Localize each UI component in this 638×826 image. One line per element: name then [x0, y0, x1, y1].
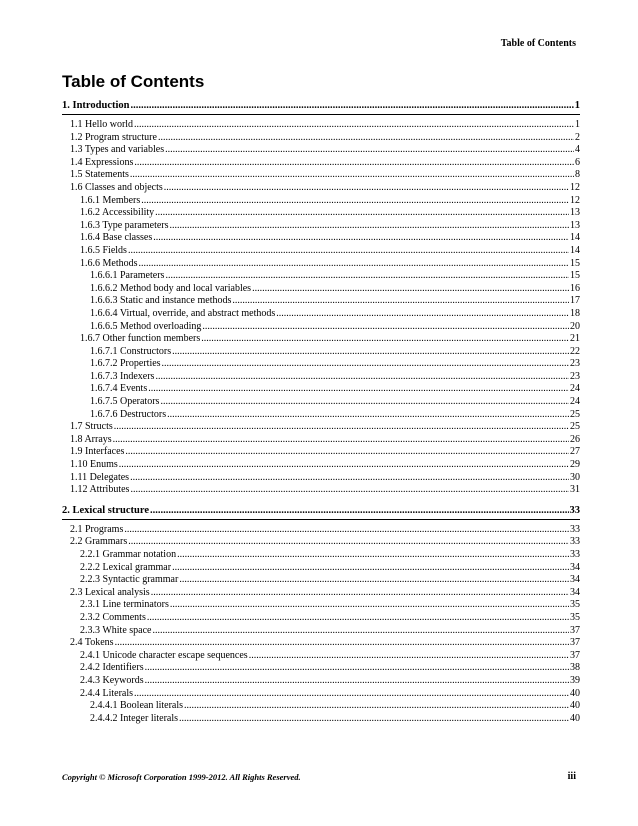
toc-entry-label: 1.1 Hello world: [70, 119, 134, 130]
toc-entry-label: 2.3 Lexical analysis: [70, 586, 150, 598]
toc-entry-page: 12: [570, 194, 580, 206]
dot-leader: [148, 383, 569, 396]
toc-entry[interactable]: [62, 346, 580, 359]
toc-entry-page: 14: [570, 232, 580, 244]
toc-entry-page: 1: [574, 100, 580, 111]
toc-entry-page: 24: [570, 396, 580, 408]
dot-leader: [134, 157, 574, 170]
dot-leader: [147, 612, 569, 625]
toc-entry-page: 38: [570, 662, 580, 674]
dot-leader: [249, 650, 569, 663]
toc-entry[interactable]: [62, 144, 580, 157]
toc-entry[interactable]: [62, 232, 580, 245]
dot-leader: [124, 524, 569, 537]
dot-leader: [170, 220, 569, 233]
toc-entry-page: 37: [570, 624, 580, 636]
dot-leader: [128, 536, 569, 549]
dot-leader: [158, 132, 574, 145]
dot-leader: [130, 472, 569, 485]
toc-entry-page: 6: [575, 156, 580, 168]
toc-entry-page: 26: [570, 433, 580, 445]
toc-entry-page: 34: [570, 586, 580, 598]
dot-leader: [153, 232, 569, 245]
toc-entry-page: 40: [570, 687, 580, 699]
toc-entry-page: 12: [570, 181, 580, 193]
toc-entry-page: 23: [570, 358, 580, 370]
toc-entry-page: 14: [570, 244, 580, 256]
toc-entry-label: 1.6.1 Members: [80, 194, 141, 206]
toc-entry-label: 1.6.7.2 Properties: [90, 358, 161, 370]
toc-entry-page: 25: [570, 421, 580, 433]
toc-entry[interactable]: [62, 650, 580, 663]
toc-entry-page: 27: [570, 446, 580, 458]
toc-entry-label: 1.9 Interfaces: [70, 446, 125, 458]
footer-copyright: Copyright © Microsoft Corporation 1999-2012. All Rights Reserved.: [62, 772, 301, 782]
toc-entry[interactable]: [62, 562, 580, 575]
toc-entry-page: 4: [575, 144, 580, 156]
toc-entry-label: 2.1 Programs: [70, 523, 124, 535]
dot-leader: [125, 446, 569, 459]
toc-entry-page: 34: [570, 561, 580, 573]
toc-entry[interactable]: [62, 536, 580, 549]
toc-entry-label: 1.6.6 Methods: [80, 257, 138, 269]
toc-entry-label: 1.6.3 Type parameters: [80, 219, 169, 231]
toc-entry-page: 15: [570, 257, 580, 269]
toc-entry-label: 1.6.5 Fields: [80, 244, 127, 256]
toc-entry-page: 18: [570, 307, 580, 319]
toc-entry[interactable]: [62, 396, 580, 409]
toc-entry[interactable]: [62, 599, 580, 612]
toc-entry-label: 1.6.6.1 Parameters: [90, 270, 165, 282]
dot-leader: [179, 713, 569, 726]
toc-entry-page: 33: [570, 549, 580, 560]
toc-entry[interactable]: [62, 295, 580, 308]
dot-leader: [167, 409, 569, 422]
dot-leader: [141, 195, 569, 208]
toc-entry-page: 30: [570, 471, 580, 483]
toc-entry[interactable]: [62, 421, 580, 434]
toc-entry-page: 40: [570, 700, 580, 712]
toc-entry-label: 1.6.7.5 Operators: [90, 396, 160, 408]
toc-entry-label: 2.2 Grammars: [70, 536, 128, 548]
toc-entry-page: 21: [570, 333, 580, 345]
toc-entry-label: 1.4 Expressions: [70, 156, 134, 168]
toc-entry-page: 34: [570, 574, 580, 586]
toc-entry-label: 2.4 Tokens: [70, 637, 114, 649]
toc-entry[interactable]: [62, 637, 580, 650]
toc-entry-label: 2.4.4.2 Integer literals: [90, 712, 179, 724]
toc-entry[interactable]: [62, 270, 580, 283]
dot-leader: [134, 119, 574, 132]
toc-entry[interactable]: [62, 587, 580, 600]
toc-entry[interactable]: [62, 662, 580, 675]
dot-leader: [114, 421, 569, 434]
toc-entry-label: 1.6.7.4 Events: [90, 383, 148, 395]
dot-leader: [145, 662, 569, 675]
toc-entry-page: 31: [570, 484, 580, 496]
dot-leader: [177, 549, 569, 562]
dot-leader: [155, 371, 569, 384]
toc-entry-label: 2.2.2 Lexical grammar: [80, 561, 172, 573]
toc-entry-label: 1.6 Classes and objects: [70, 181, 163, 193]
dot-leader: [152, 625, 569, 638]
dot-leader: [160, 396, 569, 409]
toc-entry-label: 2.3.1 Line terminators: [80, 599, 169, 611]
toc-entry[interactable]: [62, 207, 580, 220]
toc-entry-label: 1.6.7.3 Indexers: [90, 370, 155, 382]
toc-entry-label: 1.11 Delegates: [70, 471, 130, 483]
toc-entry-page: 20: [570, 320, 580, 332]
toc-entry-label: 1.6.6.2 Method body and local variables: [90, 282, 252, 294]
toc-entry-page: 35: [570, 599, 580, 611]
footer-page-number: iii: [567, 771, 576, 782]
toc-entry[interactable]: [62, 713, 580, 726]
toc-entry[interactable]: [62, 98, 580, 115]
toc-entry-label: 2. Lexical structure: [62, 504, 149, 516]
toc-entry-page: 8: [575, 169, 580, 181]
toc-entry-page: 33: [569, 504, 580, 516]
toc-entry-label: 1.12 Attributes: [70, 484, 130, 496]
toc-entry-label: 1.8 Arrays: [70, 433, 112, 445]
toc-entry-page: 22: [570, 345, 580, 357]
toc-entry-page: 37: [570, 649, 580, 661]
toc-entry-label: 1.7 Structs: [70, 421, 113, 433]
toc-entry[interactable]: [62, 524, 580, 537]
dot-leader: [165, 270, 569, 283]
toc-entry-page: 39: [570, 674, 580, 686]
dot-leader: [201, 333, 569, 346]
toc-entry[interactable]: [62, 675, 580, 688]
dot-leader: [184, 700, 569, 713]
toc-entry-page: 35: [570, 611, 580, 623]
toc-entry-label: 2.4.1 Unicode character escape sequences: [80, 649, 248, 661]
toc-entry-label: 1.6.6.5 Method overloading: [90, 320, 202, 332]
dot-leader: [145, 675, 569, 688]
page-title: Table of Contents: [62, 72, 205, 91]
dot-leader: [276, 308, 569, 321]
toc-entry-page: 1: [575, 119, 580, 130]
toc-entry-label: 1.2 Program structure: [70, 131, 157, 143]
toc-entry-label: 1.3 Types and variables: [70, 144, 165, 156]
dot-leader: [119, 459, 569, 472]
toc-entry-page: 13: [570, 219, 580, 231]
toc-entry[interactable]: [62, 245, 580, 258]
toc-entry[interactable]: [62, 549, 580, 562]
toc-entry[interactable]: [62, 625, 580, 638]
toc-list: [62, 98, 580, 725]
toc-entry-label: 1.6.6.4 Virtual, override, and abstract methods: [90, 307, 276, 319]
toc-entry-label: 1.6.7 Other function members: [80, 333, 201, 345]
toc-entry-page: 33: [570, 523, 580, 535]
dot-leader: [130, 169, 574, 182]
toc-entry-label: 1. Introduction: [62, 100, 130, 111]
toc-entry-label: 2.2.1 Grammar notation: [80, 549, 177, 560]
toc-entry-page: 2: [575, 131, 580, 143]
toc-entry-label: 2.4.4.1 Boolean literals: [90, 700, 184, 712]
dot-leader: [172, 562, 569, 575]
toc-entry[interactable]: [62, 371, 580, 384]
dot-leader: [170, 599, 569, 612]
toc-entry[interactable]: [62, 688, 580, 701]
dot-leader: [252, 283, 569, 296]
toc-entry[interactable]: [62, 503, 580, 520]
toc-entry[interactable]: [62, 409, 580, 422]
toc-entry-label: 1.5 Statements: [70, 169, 129, 181]
toc-entry-label: 1.6.7.6 Destructors: [90, 408, 167, 420]
dot-leader: [155, 207, 569, 220]
toc-entry[interactable]: [62, 283, 580, 296]
dot-leader: [130, 484, 569, 497]
dot-leader: [202, 321, 569, 334]
dot-leader: [179, 574, 569, 587]
toc-entry[interactable]: [62, 459, 580, 472]
dot-leader: [232, 295, 569, 308]
toc-entry[interactable]: [62, 700, 580, 713]
toc-entry-page: 13: [570, 207, 580, 219]
toc-entry-label: 1.6.6.3 Static and instance methods: [90, 295, 232, 307]
toc-entry[interactable]: [62, 182, 580, 195]
toc-entry[interactable]: [62, 446, 580, 459]
toc-entry[interactable]: [62, 157, 580, 170]
running-header: Table of Contents: [500, 38, 576, 49]
toc-entry-page: 25: [570, 408, 580, 420]
dot-leader: [172, 346, 569, 359]
toc-entry[interactable]: [62, 358, 580, 371]
toc-entry[interactable]: [62, 574, 580, 587]
toc-entry[interactable]: [62, 472, 580, 485]
dot-leader: [139, 258, 570, 271]
toc-entry-label: 1.6.2 Accessibility: [80, 207, 155, 219]
dot-leader: [115, 637, 569, 650]
toc-entry-page: 24: [570, 383, 580, 395]
toc-entry[interactable]: [62, 333, 580, 346]
toc-entry-label: 1.6.7.1 Constructors: [90, 345, 172, 357]
toc-entry[interactable]: [62, 258, 580, 271]
toc-entry-page: 40: [570, 712, 580, 724]
dot-leader: [134, 688, 569, 701]
dot-leader: [164, 182, 569, 195]
toc-entry-page: 23: [570, 370, 580, 382]
dot-leader: [162, 358, 569, 371]
toc-entry-page: 17: [570, 295, 580, 307]
dot-leader: [113, 434, 569, 447]
dot-leader: [150, 503, 569, 519]
dot-leader: [165, 144, 574, 157]
dot-leader: [131, 98, 574, 114]
toc-entry[interactable]: [62, 195, 580, 208]
toc-entry[interactable]: [62, 119, 580, 132]
toc-entry-page: 33: [570, 536, 580, 548]
toc-entry[interactable]: [62, 612, 580, 625]
toc-entry[interactable]: [62, 434, 580, 447]
toc-entry[interactable]: [62, 220, 580, 233]
toc-entry[interactable]: [62, 132, 580, 145]
toc-entry-label: 1.10 Enums: [70, 459, 118, 471]
toc-entry-label: 2.4.2 Identifiers: [80, 662, 144, 674]
toc-entry-page: 16: [570, 282, 580, 294]
toc-entry-label: 2.4.4 Literals: [80, 687, 134, 699]
toc-entry-label: 2.4.3 Keywords: [80, 674, 144, 686]
toc-entry-page: 29: [570, 459, 580, 471]
toc-entry[interactable]: [62, 321, 580, 334]
toc-entry-page: 37: [570, 637, 580, 649]
toc-entry[interactable]: [62, 169, 580, 182]
dot-leader: [151, 587, 569, 600]
toc-entry-label: 2.3.3 White space: [80, 624, 152, 636]
toc-entry[interactable]: [62, 383, 580, 396]
toc-entry-page: 15: [570, 270, 580, 282]
toc-entry[interactable]: [62, 484, 580, 497]
toc-entry[interactable]: [62, 308, 580, 321]
dot-leader: [128, 245, 569, 258]
toc-entry-label: 2.2.3 Syntactic grammar: [80, 574, 179, 586]
toc-entry-label: 2.3.2 Comments: [80, 611, 146, 623]
toc-entry-label: 1.6.4 Base classes: [80, 232, 153, 244]
